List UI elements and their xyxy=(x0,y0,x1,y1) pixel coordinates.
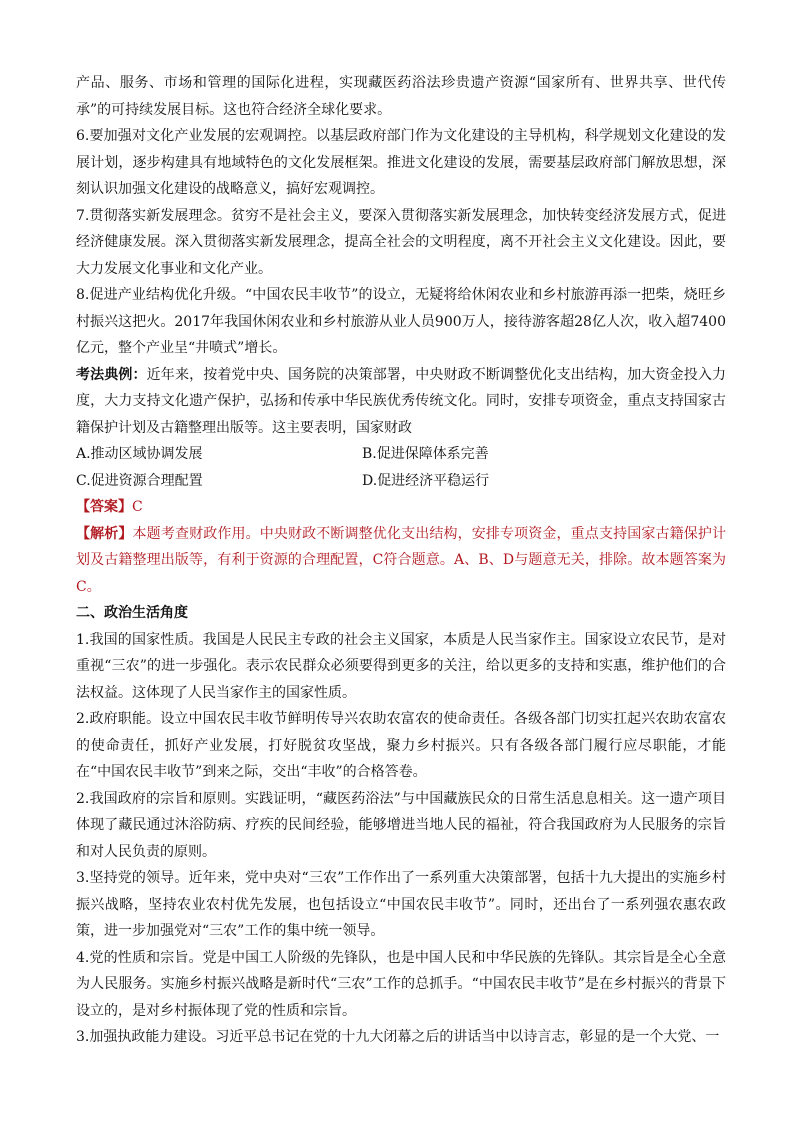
paragraph-government-purpose: 2.我国政府的宗旨和原则。实践证明，“藏医药浴法”与中国藏族民众的日常生活息息相关。这一遗产项目体现了藏民通过沐浴防病、疗疾的民间经验，能够增进当地人民的福祉，符合我国政府为人民服务的宗旨和对人民负责的原则。 xyxy=(76,790,726,860)
option-b: B.促进保障体系完善 xyxy=(362,446,489,462)
paragraph-point-6: 6.要加强对文化产业发展的宏观调控。以基层政府部门作为文化建设的主导机构，科学规划文化建设的发展计划，逐步构建具有地域特色的文化发展框架。推进文化建设的发展，需要基层政府部门解放思想，深刻认识加强文化建设的战略意义，搞好宏观调控。 xyxy=(76,128,726,197)
example-label: 考法典例： xyxy=(76,366,147,383)
answer-line xyxy=(76,494,726,521)
paragraph-point-8: 8.促进产业结构优化升级。“中国农民丰收节”的设立，无疑将给休闲农业和乡村旅游再添一把柴，烧旺乡村振兴这把火。2017年我国休闲农业和乡村旅游从业人员900万人，接待游客超28亿人次，收入超7400亿元，整个产业呈“井喷式”增长。 xyxy=(76,287,726,356)
answer-value: C xyxy=(132,499,143,515)
example-text: 近年来，按着党中央、国务院的决策部署，中央财政不断调整优化支出结构，加大资金投入力度，大力支持文化遗产保护，弘扬和传承中华民族优秀传统文化。同时，安排专项资金，重点支持国家古籍保护计划及古籍整理出版等。这主要表明，国家财政 xyxy=(76,366,727,436)
paragraph-government-functions: 2.政府职能。设立中国农民丰收节鲜明传导兴农助农富农的使命责任。各级各部门切实扛起兴农助农富农的使命责任，抓好产业发展，打好脱贫攻坚战，聚力乡村振兴。只有各级各部门履行应尽职能，才能在“中国农民丰收节”到来之际，交出“丰收”的合格答卷。 xyxy=(76,711,726,780)
paragraph-party-leadership: 3.坚持党的领导。近年来，党中央对“三农”工作作出了一系列重大决策部署，包括十九大提出的实施乡村振兴战略，坚持农业农村优先发展，也包括设立“中国农民丰收节”。同时，还出台了一系列强农惠农政策，进一步加强党对“三农”工作的集中统一领导。 xyxy=(76,870,726,939)
paragraph-continued: 产品、服务、市场和管理的国际化进程，实现藏医药浴法珍贵遗产资源“国家所有、世界共享、世代传承”的可持续发展目标。这也符合经济全球化要求。 xyxy=(76,75,726,118)
document-page xyxy=(76,70,726,1051)
option-a: A.推动区域协调发展 xyxy=(76,446,203,462)
paragraph-state-nature: 1.我国的国家性质。我国是人民民主专政的社会主义国家，本质是人民当家作主。国家设立农民节，是对重视“三农”的进一步强化。表示农民群众必须要得到更多的关注，给以更多的支持和实惠，维护他们的合法权益。这体现了人民当家作主的国家性质。 xyxy=(76,631,726,701)
option-c: C.促进资源合理配置 xyxy=(76,472,203,489)
paragraph-point-7: 7.贯彻落实新发展理念。贫穷不是社会主义，要深入贯彻落实新发展理念，加快转变经济发展方式，促进经济健康发展。深入贯彻落实新发展理念，提高全社会的文明程度，离不开社会主义文化建设。因此，要大力发展文化事业和文化产业。 xyxy=(76,207,726,277)
analysis-text: 本题考查财政作用。中央财政不断调整优化支出结构，安排专项资金，重点支持国家古籍保护计划及古籍整理出版等，有利于资源的合理配置，C符合题意。A、B、D与题意无关，排除。故本题答案为C。 xyxy=(76,525,727,595)
section-heading: 二、政治生活角度 xyxy=(76,605,188,621)
answer-options xyxy=(76,441,726,494)
paragraph-party-nature: 4.党的性质和宗旨。党是中国工人阶级的先锋队，也是中国人民和中华民族的先锋队。其宗旨是全心全意为人民服务。实施乡村振兴战略是新时代“三农”工作的总抓手。“中国农民丰收节”是在乡村振兴的背景下设立的，是对乡村振体现了党的性质和宗旨。 xyxy=(76,949,726,1019)
analysis-paragraph xyxy=(76,521,726,601)
answer-tag: 【答案】 xyxy=(76,499,132,515)
paragraph-governing-capacity: 3.加强执政能力建设。习近平总书记在党的十九大闭幕之后的讲话当中以诗言志，彰显的是一个大党、一 xyxy=(76,1029,720,1045)
option-d: D.促进经济平稳运行 xyxy=(362,472,490,489)
example-question xyxy=(76,362,726,442)
analysis-tag: 【解析】 xyxy=(76,525,133,542)
